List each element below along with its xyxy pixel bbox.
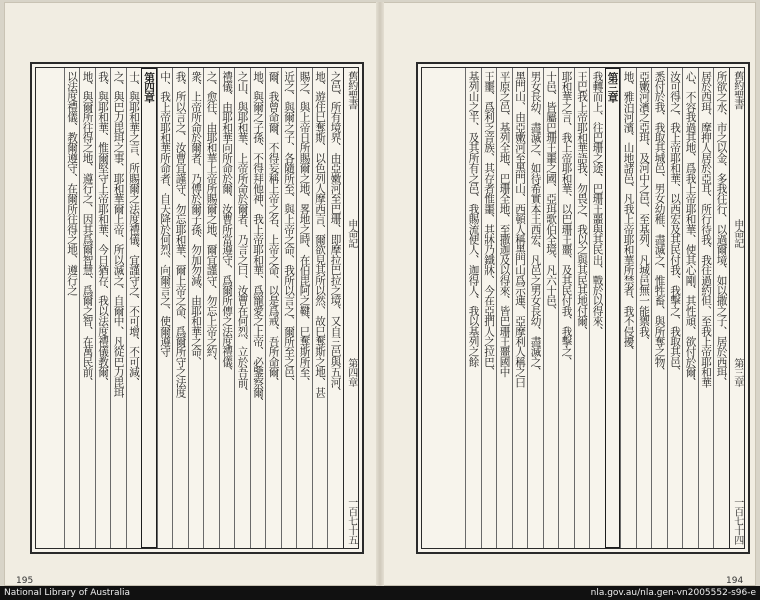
- right-section-title: 申命記: [731, 219, 743, 249]
- right-page-running-head: [729, 68, 745, 548]
- right-text-column: 居於西珥、摩押人居於亞耳、所行待我、我往過約但、至我上帝耶和華: [698, 68, 714, 548]
- library-credit-bar: [0, 586, 760, 600]
- right-chapter-label: 第三章: [731, 358, 743, 387]
- left-page-body: [64, 68, 343, 548]
- left-chapter-label: 第四章: [345, 358, 357, 387]
- left-text-column: 賜之、與上帝日所賜爾之地、畧地之時、在伯毘阿之鞬、巳奪斯所至、: [296, 68, 312, 548]
- left-text-column: 之、愈往、由耶和華上帝所賜爾之地、爾宜謹守、勿忘上帝之約、: [203, 68, 219, 548]
- book-gutter: [376, 2, 384, 586]
- right-text-column: 所欲之水、市之以金、多我往行、以過爾境、如以撒之子、居於西珥、: [713, 68, 729, 548]
- left-text-column: 我、與耶和華、惟爾堅守上帝耶和華、今日猶存、我以法度禮儀教爾、: [95, 68, 111, 548]
- right-text-column: 平原之邑、基列全地、巴珊全地、至撒迦及以得來、皆巴珊王噩國中: [496, 68, 512, 548]
- left-book-title: 舊約聖書: [345, 71, 357, 110]
- right-text-column: 男女長幼、盡滅之、如待希實本王西宏、凡邑之男女長幼、盡滅之、: [527, 68, 543, 548]
- right-text-column: 心、不容我過其地、爲我上帝耶和華、使其心剛、其性頑、欲付於爾、: [682, 68, 698, 548]
- right-text-column: 十邑、皆屬巴珊王噩之國、亞珥歌伯全境、凡六十邑、: [543, 68, 559, 548]
- left-section-title: 申命記: [345, 219, 357, 249]
- left-text-column: 地、與爾之子孫、不得拜他神、我上帝耶和華、爲寵愛之上帝、必鑒察爾、: [250, 68, 266, 548]
- right-folio-mark: 194: [726, 576, 744, 586]
- left-text-column: 之山、與耶和華、上帝所命於爾者、乃言之曰、汝曹在何烈、立於吾前、: [234, 68, 250, 548]
- left-text-column: 士、與耶和華之言、所賜爾之法度禮儀、宜謹守之、不可增、不可減、: [126, 68, 142, 548]
- left-text-column: 衆、上帝所命於爾者、乃傳於爾子孫、勿加勿減、由耶和華之命、: [188, 68, 204, 548]
- right-text-column: 亞嫩河濱之亞珥、及河中之邑、至基列、凡城邑無一能禦我、: [636, 68, 652, 548]
- right-page: [416, 62, 750, 554]
- left-text-column: 中、我上帝耶和華所命者、自天降於何烈、向爾言之、使爾遵守: [157, 68, 173, 548]
- right-text-column: 悉付於我、我取其城邑、男女幼稚、盡滅之、惟牲畜、與所奪之物、: [651, 68, 667, 548]
- right-text-column: 黑門山、由亞嫩河至黑門山、西頓人稱黑門山爲示連、亞摩利人稱之曰: [512, 68, 528, 548]
- left-text-column: 之邑、所有境界、由亞嫩河至巴珊、即摩拉巴拉之境、又自三邑與五河、: [327, 68, 343, 548]
- left-page-frame: [35, 67, 359, 549]
- left-text-column: 地、與爾所往得之地、遵行之、因其爲爾智慧、爲爾之智、在萬民前、: [79, 68, 95, 548]
- left-text-column: 地、遊住巳奪斯、以色列人摩西言、爾欲見其所以然、故巳奪斯之地、甚: [312, 68, 328, 548]
- right-text-column: 我轉而上、往巴珊之途、巴珊王噩與其民出、戰於以得來、: [589, 68, 605, 548]
- left-text-column: 以法度禮儀、教爾遵守、在爾所往得之地、遵行之: [64, 68, 80, 548]
- right-text-column: 王巴我上帝耶和華語我、勿畏之、我以之與其民其地付爾、: [574, 68, 590, 548]
- right-page-body: [465, 68, 729, 548]
- left-text-column: 近之、與爾之子、各隨所至、與上帝之命、我所以言之、爾所至之邑、: [281, 68, 297, 548]
- library-url: nla.gov.au/nla.gen-vn2005552-s96-e: [590, 588, 756, 598]
- right-book-title: 舊約聖書: [731, 71, 743, 110]
- left-page-number: 一百七十五: [345, 496, 357, 545]
- library-name: National Library of Australia: [4, 588, 131, 598]
- right-text-column: 第三章: [605, 68, 621, 548]
- right-text-column: 地、雅泊河濱、山地諸邑、凡我上帝耶和華所禁者、我不侵擾、: [620, 68, 636, 548]
- left-text-column: 爾、我曾命爾、不得妄稱上帝之名、上帝之命、以是爲戒、吾所命爾、: [265, 68, 281, 548]
- left-text-column: 第四章: [141, 68, 157, 548]
- left-folio-mark: 195: [16, 576, 34, 586]
- right-text-column: 汝可得之、我上帝耶和華、以西宏及其民付我、我擊之、我取其邑、: [667, 68, 683, 548]
- left-text-column: 禮儀、由耶和華向所命於爾、汝曹所當遵守、爲爾所傳之法度禮儀、: [219, 68, 235, 548]
- left-text-column: 之、與巴力毘珥之事、耶和華爾上帝、所以滅之、自爾中、凡從巴力毘珥: [110, 68, 126, 548]
- right-text-column: 耶和華之言、我上帝耶和華、以巴珊王噩、及其民付我、我擊之、: [558, 68, 574, 548]
- right-page-number: 一百七十四: [731, 496, 743, 545]
- right-text-column: 基列山之半、及其所有之邑、我賜流便人、迦得人、我以基列之餘: [465, 68, 481, 548]
- right-text-column: 王噩、爲利乏音族、其存者惟噩、其牀乃鐵牀、今在亞捫人之拉巴、: [481, 68, 497, 548]
- left-page: [30, 62, 364, 554]
- left-text-column: 我、所以言之、汝曹宜謹守、勿忘耶和華、爾上帝之命、爲爾所守之法度: [172, 68, 188, 548]
- left-page-running-head: [343, 68, 359, 548]
- right-page-frame: [421, 67, 745, 549]
